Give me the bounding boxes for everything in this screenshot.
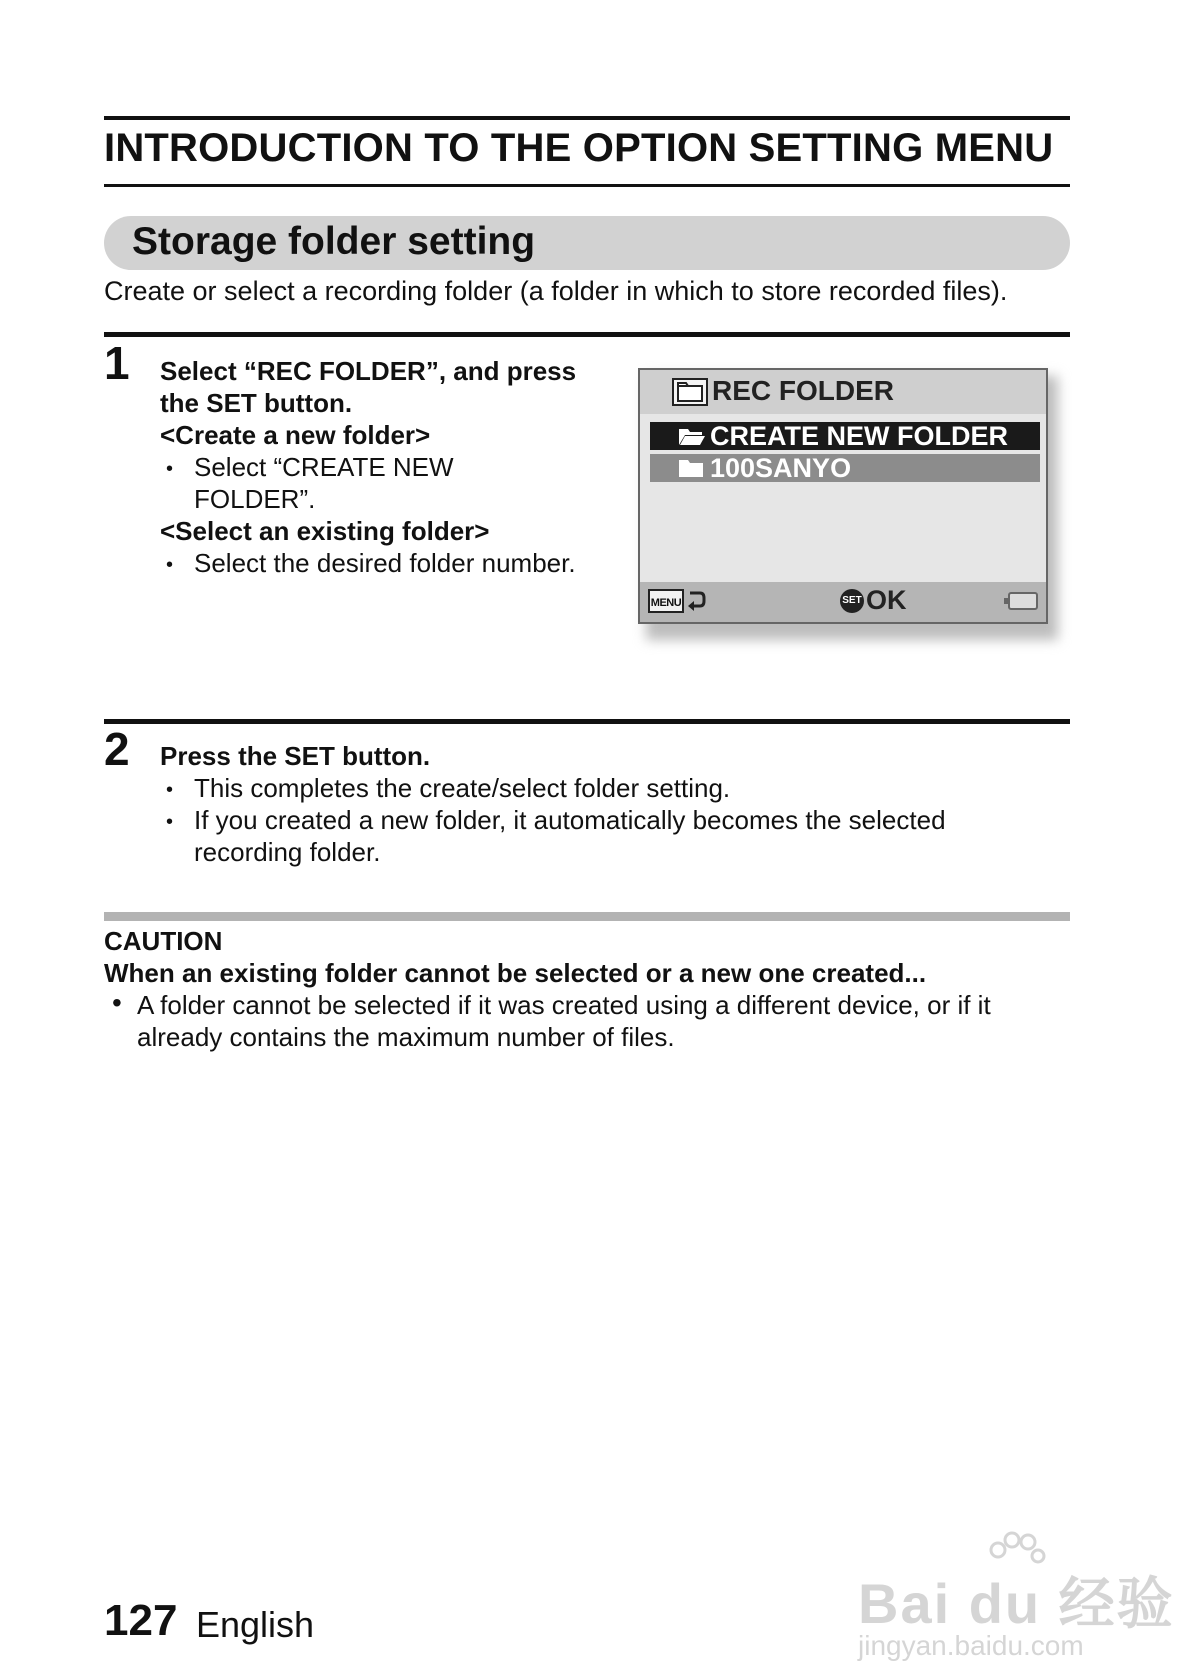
menu-item-label: CREATE NEW FOLDER [710,421,1008,451]
step2-instruction: Press the SET button. [160,741,431,771]
caution-rule [104,912,1070,921]
section-heading [104,216,1070,270]
page-number: 127 [104,1596,178,1645]
camera-screen [638,368,1048,624]
step2-bullet1-glyph: • [166,779,174,801]
step1-instruction-line1: Select “REC FOLDER”, and press [160,356,577,386]
section-title: Storage folder setting [132,220,536,263]
step2-number: 2 [104,723,130,775]
step1-instruction-line2: the SET button. [160,388,353,418]
existing-folder-heading: <Select an existing folder> [160,516,490,546]
top-rule [104,116,1070,120]
step2-bullet2-line2: recording folder. [194,837,381,867]
open-folder-icon [678,426,706,446]
caution-heading: CAUTION [104,926,223,956]
menu-button-icon[interactable]: MENU [648,589,684,613]
menu-item-create-new-folder[interactable] [650,422,1040,450]
step1-number: 1 [104,337,130,389]
caution-subheading: When an existing folder cannot be selected or a new one created... [104,958,927,988]
title-underline [104,184,1070,187]
step2-bullet2-glyph: • [166,811,174,833]
page-title: INTRODUCTION TO THE OPTION SETTING MENU [104,126,1054,170]
screen-footer [640,582,1046,622]
page-language: English [196,1604,315,1645]
menu-item-100sanyo[interactable] [650,454,1040,482]
return-arrow-icon [686,589,706,613]
step2-bullet1: This completes the create/select folder setting. [194,773,731,803]
step2-bullet2-line1: If you created a new folder, it automatically becomes the selected [194,805,946,835]
baidu-watermark [858,1530,1178,1670]
battery-icon [1008,592,1038,610]
caution-bullet-line2: already contains the maximum number of files. [137,1022,675,1052]
existing-bullet-glyph: • [166,554,174,576]
step2-rule [104,719,1070,724]
step1-rule [104,332,1070,337]
caution-bullet-glyph: • [112,987,122,1018]
menu-item-label: 100SANYO [710,453,852,483]
screen-header [640,370,1046,414]
existing-bullet-text: Select the desired folder number. [194,548,576,578]
folder-icon [678,458,704,478]
screen-title: REC FOLDER [712,375,894,406]
ok-label: OK [866,585,907,615]
set-button-icon[interactable]: SET [840,589,864,613]
create-bullet-line1: Select “CREATE NEW [194,452,454,482]
watermark-url: jingyan.baidu.com [858,1630,1084,1661]
folder-outline-icon [672,378,708,406]
watermark-main: Bai du 经验 [858,1572,1175,1635]
create-folder-heading: <Create a new folder> [160,420,431,450]
create-bullet-line2: FOLDER”. [194,484,316,514]
caution-bullet-line1: A folder cannot be selected if it was created using a different device, or if it [137,990,991,1020]
create-bullet-glyph: • [166,458,174,480]
section-intro: Create or select a recording folder (a folder in which to store recorded files). [104,276,1008,306]
